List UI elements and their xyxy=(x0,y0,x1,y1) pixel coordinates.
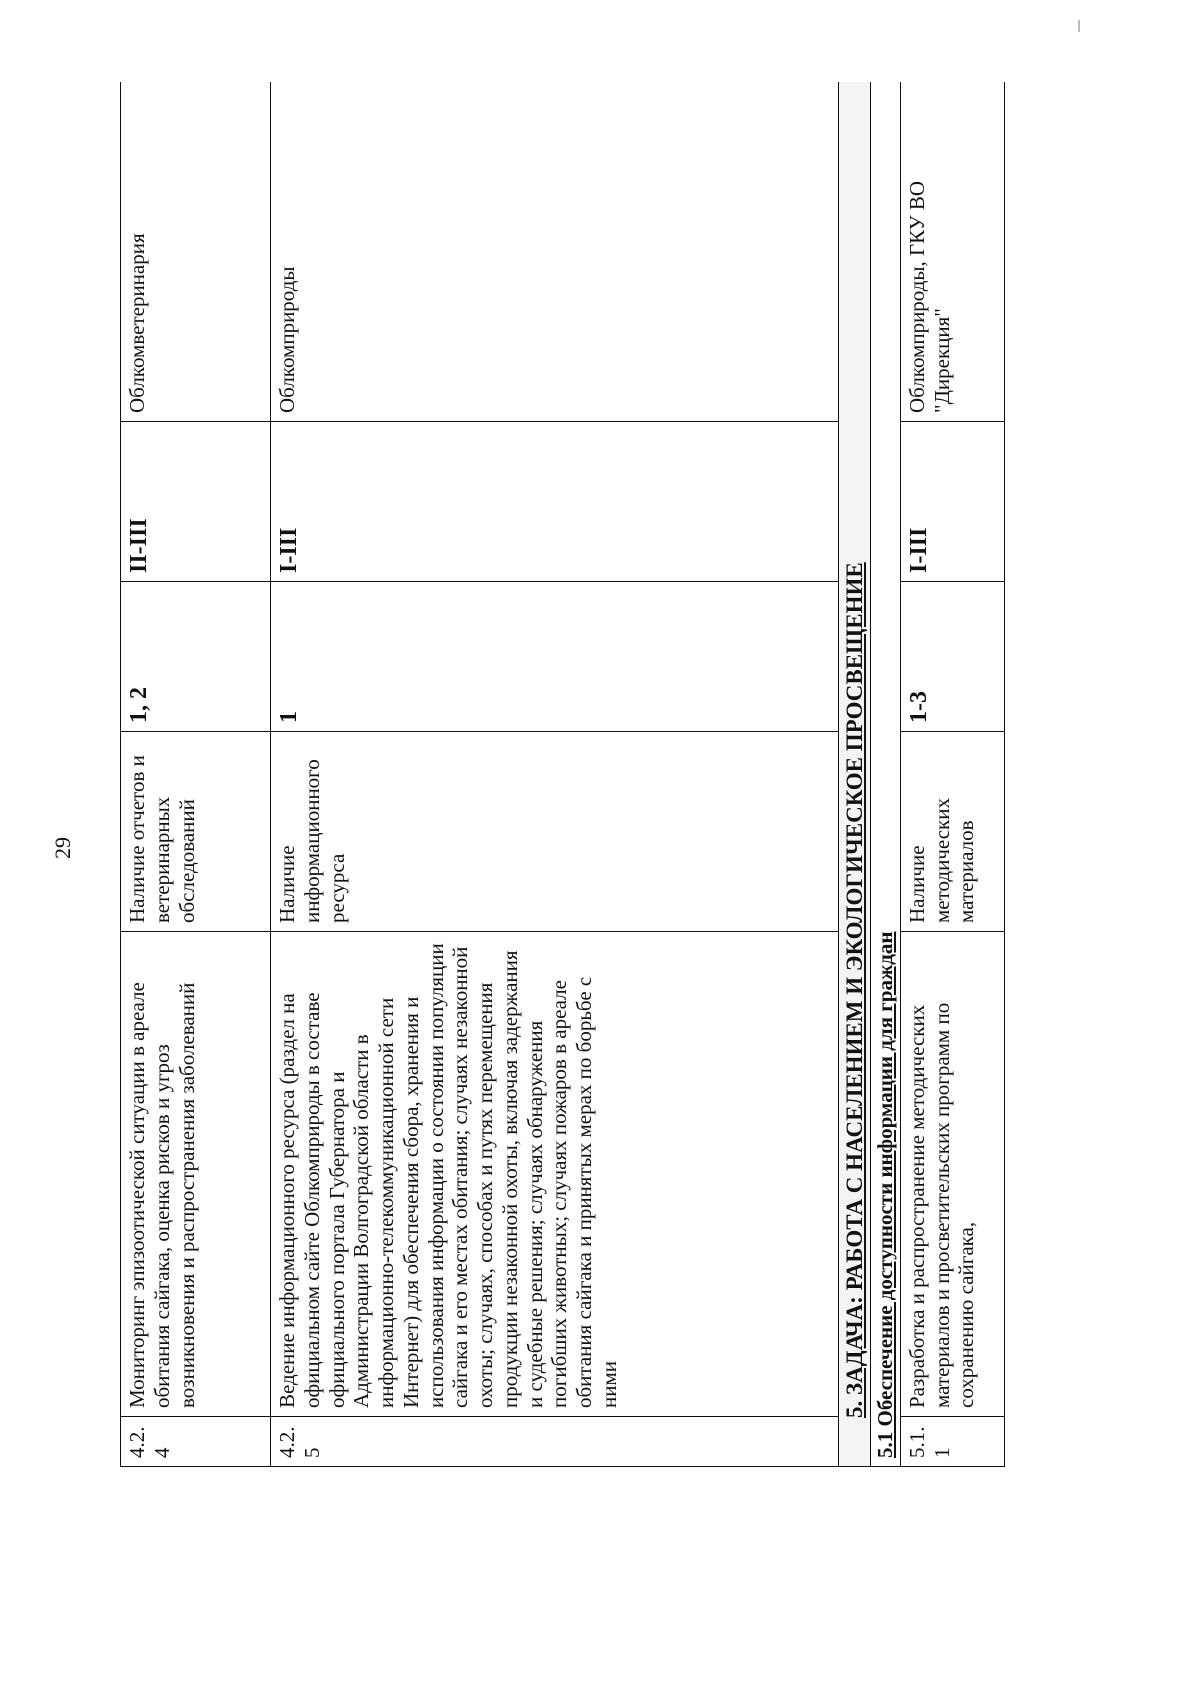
indicator-cell: Наличие методических материалов xyxy=(900,732,1004,932)
row-number: 5.1.1 xyxy=(900,1417,1004,1467)
period-cell: I-III xyxy=(271,422,839,582)
activity-cell: Ведение информационного ресурса (раздел на официальном сайте Облкомприроды в составе официального портала Губернатора и Администрации Волгоградской области в информационно-телекоммуникационной сети Интернет) для обеспечения сбора, хранения и использования информации о состоянии популяции сайгака и его местах обитания; случаях незаконной охоты; случаях, способах и путях перемещения продукции незаконной охоты, включая задержания и судебные решения; случаях обнаружения погибших животных; случаях пожаров в ареале обитания сайгака и принятых мерах по борьбе с ними xyxy=(271,932,839,1417)
section-row xyxy=(839,82,871,1467)
indicator-cell: Наличие отчетов и ветеринарных обследований xyxy=(121,732,271,932)
measures-table xyxy=(120,82,1005,1467)
rotated-table-viewport xyxy=(120,82,1030,1467)
task-code-cell: 1-3 xyxy=(900,582,1004,732)
responsible-cell: Облкомветеринария xyxy=(121,82,271,422)
section-title-cell xyxy=(839,82,871,1467)
activity-cell: Мониторинг эпизоотической ситуации в ареале обитания сайгака, оценка рисков и угроз возникновения и распространения заболеваний xyxy=(121,932,271,1417)
table-row xyxy=(121,82,271,1467)
page-number: 29 xyxy=(50,837,75,859)
section-title: 5. ЗАДАЧА: РАБОТА С НАСЕЛЕНИЕМ И ЭКОЛОГИЧЕСКОЕ ПРОСВЕЩЕНИЕ xyxy=(842,562,867,1418)
table-row xyxy=(271,82,839,1467)
task-code-cell: 1, 2 xyxy=(121,582,271,732)
subsection-title: 5.1 Обеспечение доступности информации для граждан xyxy=(871,82,901,1467)
period-cell: II-III xyxy=(121,422,271,582)
row-number: 4.2.4 xyxy=(121,1417,271,1467)
period-cell: I-III xyxy=(900,422,1004,582)
task-code-cell: 1 xyxy=(271,582,839,732)
scan-mark xyxy=(1078,20,1080,32)
indicator-cell: Наличие информационного ресурса xyxy=(271,732,839,932)
table-row xyxy=(900,82,1004,1467)
activity-cell: Разработка и распространение методических материалов и просветительских программ по сохранению сайгака, xyxy=(900,932,1004,1417)
subsection-row xyxy=(871,82,901,1467)
row-number: 4.2.5 xyxy=(271,1417,839,1467)
responsible-cell: Облкомприроды, ГКУ ВО "Дирекция" xyxy=(900,82,1004,422)
responsible-cell: Облкомприроды xyxy=(271,82,839,422)
document-body xyxy=(120,82,1030,1467)
